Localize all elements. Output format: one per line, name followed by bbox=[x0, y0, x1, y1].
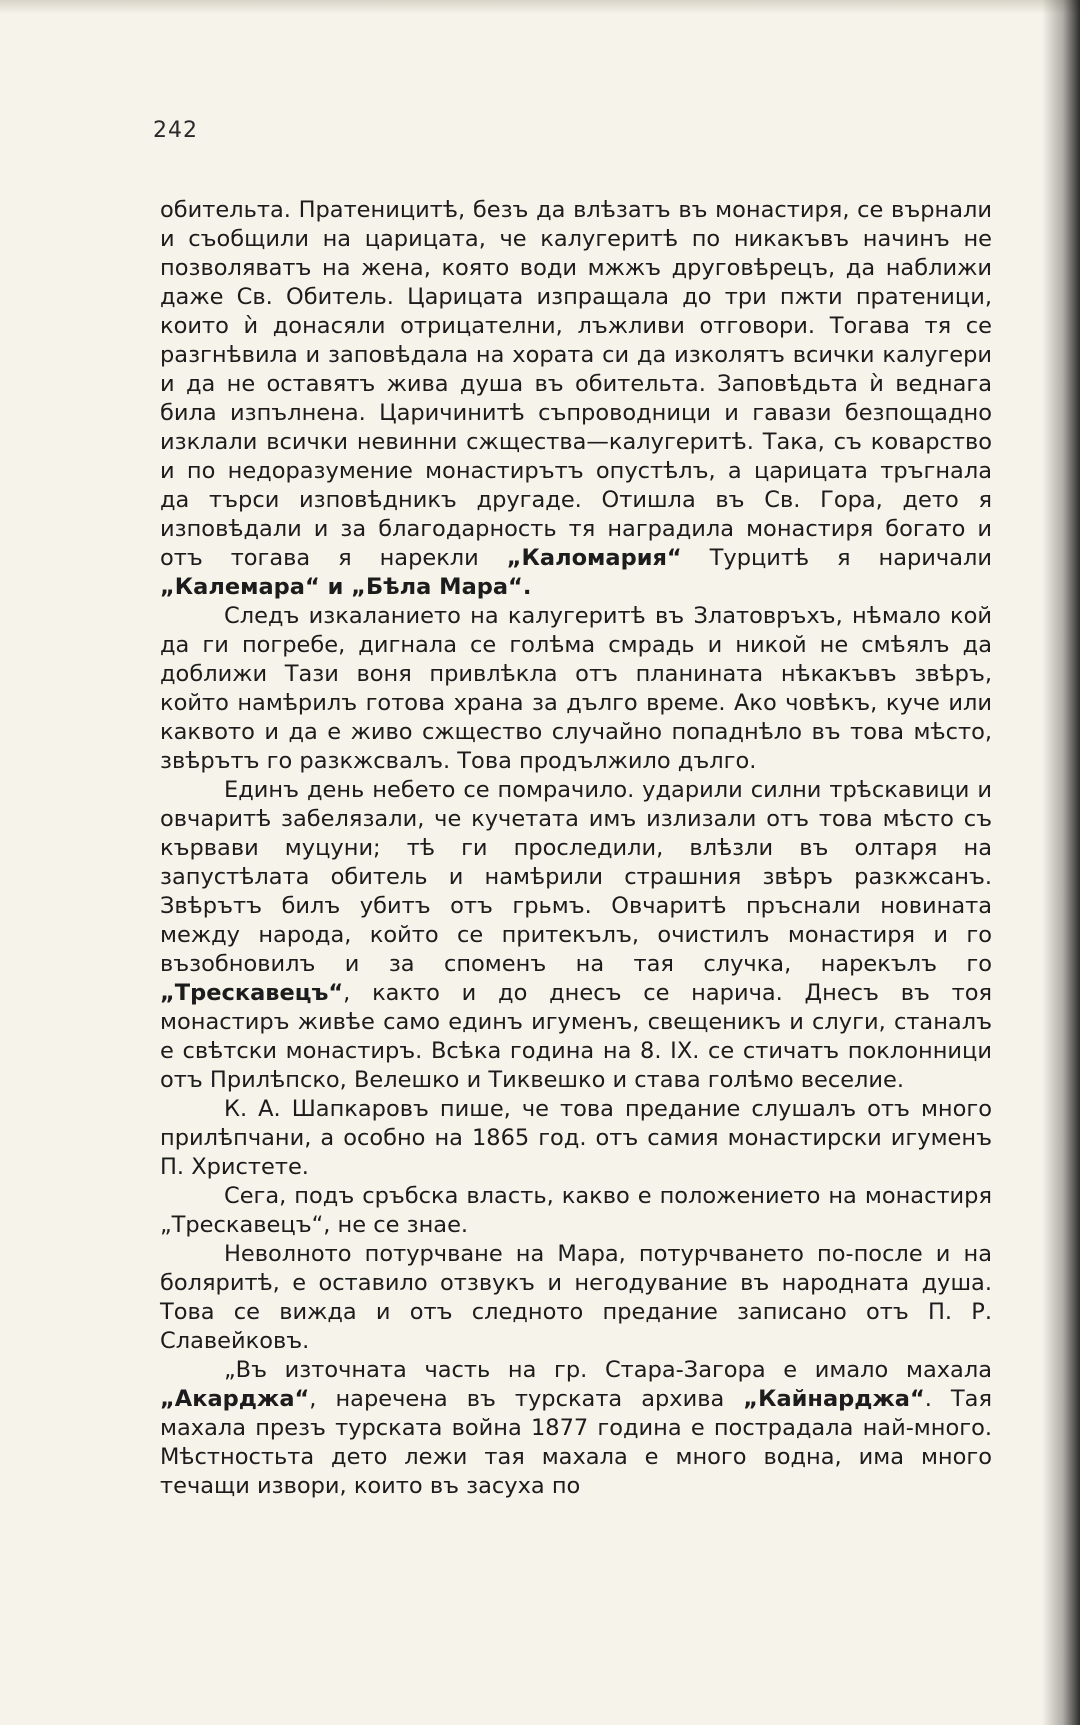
paragraph-6: Неволното потурчване на Мара, потурчването по-после и на боляритѣ, е оставило отзвукъ и негодувание въ народната душа. Това се вижда и отъ следното предание записано отъ П. Р. Славейковъ. bbox=[160, 1241, 992, 1354]
paragraph-3-text-a: Единъ день небето се помрачило. ударили силни трѣскавици и овчаритѣ забелязали, че кучетата имъ излизали отъ това мѣсто съ кървави муцуни; тѣ ги проследили, влѣзли въ олтаря на запустѣлата обитель и намѣрили страшния звѣръ разкжсанъ. Звѣрътъ билъ убитъ отъ грьмъ. Овчаритѣ пръснали новината между народа, който се притекълъ, очистилъ монастиря и го възобновилъ и за споменъ на тая случка, нарекълъ го bbox=[160, 777, 992, 977]
paragraph-7-text-c: . Тая махала презъ турската война 1877 година е пострадала най-много. Мѣстностьта дето лежи тая махала е много водна, има много течащи извори, които въ засуха по bbox=[160, 1386, 993, 1499]
page-number: 242 bbox=[153, 118, 198, 143]
paragraph-7 bbox=[160, 1356, 992, 1501]
paragraph-1-text-a: обительта. Пратеницитѣ, безъ да влѣзатъ въ монастиря, се върнали и съобщили на царицата, че калугеритѣ по никакъвъ начинъ не позволяватъ на жена, която води мжжъ друговѣрецъ, да наближи даже Св. Обитель. Царицата изпращала до три пжти пратеници, които ѝ донасяли отрицателни, лъжливи отговори. Тогава тя се разгнѣвила и заповѣдала на хората си да изколятъ всички калугери и да не оставятъ жива душа въ обительта. Заповѣдьта ѝ веднага била изпълнена. Царичинитѣ съпроводници и гавази безпощадно изклали всички невинни сжщества—калугеритѣ. Така, съ коварство и по недоразумение монастирътъ опустѣлъ, а царицата тръгнала да търси изповѣдникъ другаде. Отишла въ Св. Гора, дето я изповѣдали и за благодарность тя наградила монастиря богато и отъ тогава я нарекли bbox=[160, 197, 992, 571]
paragraph-1-text-b: Турцитѣ я наричали bbox=[681, 545, 992, 571]
paragraph-2: Следъ изкаланието на калугеритѣ въ Златовръхъ, нѣмало кой да ги погребе, дигнала се голѣма смрадь и никой не смѣялъ да доближи Тази воня привлѣкла отъ планината нѣкакъвъ звѣръ, който намѣрилъ готова храна за дълго време. Ако човѣкъ, куче или каквото и да е живо сжщество случайно попаднѣло въ това мѣсто, звѣрътъ го разкжсвалъ. Това продължило дълго. bbox=[160, 603, 992, 774]
paragraph-7-text-a: „Въ източната часть на гр. Стара-Загора е имало махала bbox=[224, 1357, 992, 1383]
paragraph-5: Сега, подъ сръбска власть, какво е положението на монастиря „Трескавецъ“, не се знае. bbox=[160, 1183, 992, 1238]
paragraph-1-bold-a: „Каломария“ bbox=[506, 545, 682, 571]
paragraph-7-text-b: , наречена въ турската архива bbox=[309, 1386, 744, 1412]
paragraph-3-bold-a: „Трескавецъ“ bbox=[160, 980, 344, 1006]
paragraph-3-text-b: , както и до днесъ се нарича. Днесъ въ тоя монастиръ живѣе само единъ игуменъ, свещеникъ и слуги, станалъ е свѣтски монастиръ. Всѣка година на 8. IX. се стичатъ поклонници отъ Прилѣпско, Велешко и Тиквешко и става голѣмо веселие. bbox=[160, 980, 992, 1093]
body-text bbox=[160, 196, 992, 1501]
paragraph-1 bbox=[160, 196, 992, 602]
paragraph-3 bbox=[160, 776, 992, 1095]
paragraph-1-bold-b: „Калемара“ и „Бѣла Мара“. bbox=[160, 574, 532, 600]
paragraph-7-bold-b: „Кайнарджа“ bbox=[743, 1386, 925, 1412]
paragraph-7-bold-a: „Акарджа“ bbox=[160, 1386, 310, 1412]
page-binding-shadow bbox=[1042, 0, 1080, 1725]
paragraph-4: К. А. Шапкаровъ пише, че това предание слушалъ отъ много прилѣпчани, а особно на 1865 год. отъ самия монастирски игуменъ П. Христете. bbox=[160, 1096, 992, 1180]
page-top-edge bbox=[0, 0, 1080, 14]
